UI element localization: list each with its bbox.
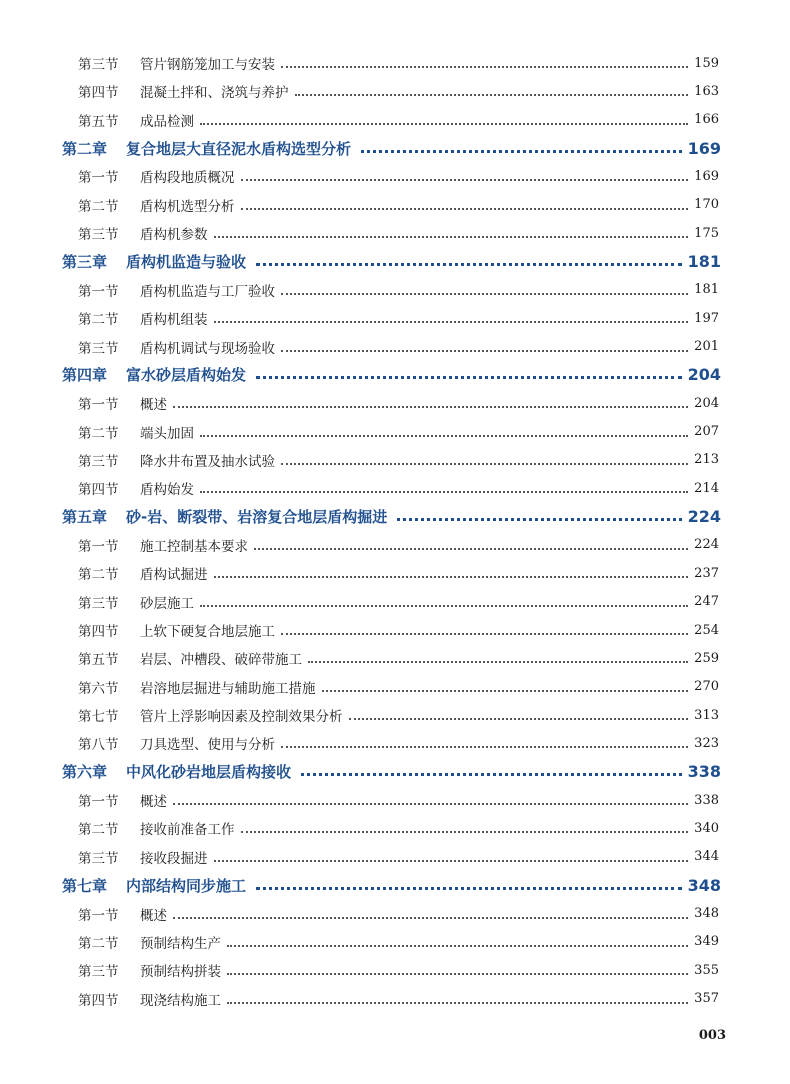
section-number: 第二节 bbox=[78, 198, 119, 215]
toc-section-row bbox=[0, 304, 790, 332]
section-number: 第一节 bbox=[78, 538, 119, 555]
toc-section-row bbox=[0, 814, 790, 842]
section-title: 岩溶地层掘进与辅助施工措施 bbox=[140, 680, 316, 697]
dot-leader bbox=[241, 831, 689, 833]
section-title: 盾构段地质概况 bbox=[140, 170, 235, 187]
toc-section-row bbox=[0, 701, 790, 729]
dot-leader bbox=[227, 973, 688, 975]
dot-leader bbox=[214, 236, 689, 238]
dot-leader bbox=[322, 690, 689, 692]
toc-chapter-row bbox=[0, 871, 790, 899]
section-number: 第四节 bbox=[78, 85, 119, 102]
section-number: 第一节 bbox=[78, 170, 119, 187]
dot-leader bbox=[256, 263, 682, 266]
chapter-title: 盾构机监造与验收 bbox=[126, 252, 247, 271]
section-title: 盾构始发 bbox=[140, 482, 194, 499]
toc-page-number: 181 bbox=[687, 251, 721, 271]
dot-leader bbox=[349, 718, 689, 720]
toc-page-number: 204 bbox=[687, 365, 721, 385]
section-title: 接收段掘进 bbox=[140, 850, 208, 867]
toc-page-number: 237 bbox=[694, 565, 719, 581]
chapter-title: 内部结构同步施工 bbox=[126, 876, 247, 895]
section-number: 第一节 bbox=[78, 907, 119, 924]
dot-leader bbox=[173, 803, 688, 805]
dot-leader bbox=[397, 518, 681, 521]
section-number: 第二节 bbox=[78, 935, 119, 952]
toc-section-row bbox=[0, 616, 790, 644]
chapter-title: 中风化砂岩地层盾构接收 bbox=[126, 763, 292, 782]
toc-page-number: 214 bbox=[694, 480, 719, 496]
section-number: 第四节 bbox=[78, 992, 119, 1009]
toc-chapter-row bbox=[0, 503, 790, 531]
section-title: 盾构机监造与工厂验收 bbox=[140, 283, 275, 300]
toc-page-number: 169 bbox=[687, 138, 721, 158]
section-number: 第三节 bbox=[78, 227, 119, 244]
chapter-title: 复合地层大直径泥水盾构选型分析 bbox=[126, 139, 352, 158]
section-number: 第三节 bbox=[78, 595, 119, 612]
section-number: 第三节 bbox=[78, 964, 119, 981]
section-title: 概述 bbox=[140, 397, 167, 414]
chapter-number: 第七章 bbox=[62, 876, 108, 895]
toc-section-row bbox=[0, 49, 790, 77]
toc-page-number: 213 bbox=[694, 452, 719, 468]
toc-page-number: 175 bbox=[694, 225, 719, 241]
toc-section-row bbox=[0, 588, 790, 616]
section-title: 盾构机调试与现场验收 bbox=[140, 340, 275, 357]
dot-leader bbox=[200, 123, 688, 125]
toc-section-row bbox=[0, 474, 790, 502]
section-title: 岩层、冲槽段、破碎带施工 bbox=[140, 652, 302, 669]
section-number: 第二节 bbox=[78, 312, 119, 329]
dot-leader bbox=[254, 548, 688, 550]
toc-section-row bbox=[0, 446, 790, 474]
toc-page-number: 166 bbox=[694, 112, 719, 128]
toc-section-row bbox=[0, 644, 790, 672]
toc-page-number: 323 bbox=[694, 735, 719, 751]
section-number: 第二节 bbox=[78, 425, 119, 442]
section-number: 第三节 bbox=[78, 340, 119, 357]
section-title: 施工控制基本要求 bbox=[140, 538, 248, 555]
section-number: 第三节 bbox=[78, 850, 119, 867]
section-title: 盾构机组装 bbox=[140, 312, 208, 329]
section-title: 上软下硬复合地层施工 bbox=[140, 624, 275, 640]
dot-leader bbox=[200, 435, 688, 437]
dot-leader bbox=[214, 321, 689, 323]
dot-leader bbox=[227, 1002, 688, 1004]
toc-page-number: 224 bbox=[687, 507, 721, 527]
toc-page-number: 224 bbox=[694, 537, 719, 553]
dot-leader bbox=[281, 746, 688, 748]
dot-leader bbox=[361, 150, 682, 153]
toc-section-row bbox=[0, 843, 790, 871]
dot-leader bbox=[173, 406, 688, 408]
section-title: 概述 bbox=[140, 794, 167, 811]
toc-chapter-row bbox=[0, 361, 790, 389]
toc-section-row bbox=[0, 673, 790, 701]
toc-page-number: 204 bbox=[694, 395, 719, 411]
toc-page-number: 159 bbox=[694, 55, 719, 71]
section-title: 盾构机选型分析 bbox=[140, 198, 235, 215]
toc-page-number: 170 bbox=[694, 197, 719, 213]
toc-section-row bbox=[0, 418, 790, 446]
section-title: 预制结构拼装 bbox=[140, 964, 221, 981]
dot-leader bbox=[214, 860, 689, 862]
toc-page-number: 163 bbox=[694, 83, 719, 99]
toc-page-number: 355 bbox=[694, 962, 719, 978]
toc-section-row bbox=[0, 531, 790, 559]
toc-page-number: 357 bbox=[694, 991, 719, 1007]
toc-section-row bbox=[0, 333, 790, 361]
dot-leader bbox=[281, 66, 688, 68]
dot-leader bbox=[281, 463, 688, 465]
section-title: 刀具选型、使用与分析 bbox=[140, 737, 275, 754]
section-number: 第五节 bbox=[78, 652, 119, 669]
dot-leader bbox=[281, 293, 688, 295]
section-number: 第四节 bbox=[78, 624, 119, 640]
section-number: 第七节 bbox=[78, 709, 119, 726]
dot-leader bbox=[281, 350, 688, 352]
section-number: 第五节 bbox=[78, 113, 119, 130]
section-number: 第二节 bbox=[78, 567, 119, 584]
section-title: 降水井布置及抽水试验 bbox=[140, 453, 275, 470]
toc-page-number: 169 bbox=[694, 168, 719, 184]
toc-chapter-row bbox=[0, 247, 790, 275]
section-title: 管片钢筋笼加工与安装 bbox=[140, 57, 275, 73]
toc-page-number: 340 bbox=[694, 820, 719, 836]
toc-page-number: 344 bbox=[694, 849, 719, 865]
section-number: 第三节 bbox=[78, 57, 119, 73]
toc-page-number: 313 bbox=[694, 707, 719, 723]
section-title: 砂层施工 bbox=[140, 595, 194, 612]
dot-leader bbox=[295, 94, 689, 96]
section-title: 现浇结构施工 bbox=[140, 992, 221, 1009]
toc-chapter-row bbox=[0, 134, 790, 162]
section-number: 第六节 bbox=[78, 680, 119, 697]
dot-leader bbox=[256, 887, 682, 890]
section-title: 概述 bbox=[140, 907, 167, 924]
toc-section-row bbox=[0, 786, 790, 814]
dot-leader bbox=[241, 208, 689, 210]
section-title: 接收前准备工作 bbox=[140, 822, 235, 839]
toc-section-row bbox=[0, 276, 790, 304]
toc-page-number: 348 bbox=[687, 875, 721, 895]
section-title: 管片上浮影响因素及控制效果分析 bbox=[140, 709, 343, 726]
section-number: 第一节 bbox=[78, 283, 119, 300]
section-number: 第三节 bbox=[78, 453, 119, 470]
section-number: 第一节 bbox=[78, 397, 119, 414]
dot-leader bbox=[200, 605, 688, 607]
toc-page-number: 247 bbox=[694, 594, 719, 610]
section-number: 第八节 bbox=[78, 737, 119, 754]
toc-section-row bbox=[0, 162, 790, 190]
toc-page-number: 259 bbox=[694, 650, 719, 666]
dot-leader bbox=[301, 773, 682, 776]
toc-section-row bbox=[0, 106, 790, 134]
section-number: 第一节 bbox=[78, 794, 119, 811]
dot-leader bbox=[241, 179, 689, 181]
chapter-number: 第五章 bbox=[62, 508, 108, 527]
dot-leader bbox=[281, 633, 688, 635]
toc-page-number: 207 bbox=[694, 424, 719, 440]
chapter-number: 第三章 bbox=[62, 252, 108, 271]
toc-page-number: 338 bbox=[687, 762, 721, 782]
toc-section-row bbox=[0, 985, 790, 1013]
section-title: 盾构机参数 bbox=[140, 227, 208, 244]
section-number: 第二节 bbox=[78, 822, 119, 839]
toc-section-row bbox=[0, 729, 790, 757]
chapter-title: 富水砂层盾构始发 bbox=[126, 366, 247, 385]
chapter-title: 砂-岩、断裂带、岩溶复合地层盾构掘进 bbox=[126, 508, 388, 527]
toc-page-number: 338 bbox=[694, 792, 719, 808]
toc-page-number: 349 bbox=[694, 934, 719, 950]
toc-section-row bbox=[0, 191, 790, 219]
chapter-number: 第二章 bbox=[62, 139, 108, 158]
chapter-number: 第四章 bbox=[62, 366, 108, 385]
toc-section-row bbox=[0, 77, 790, 105]
page-number: 003 bbox=[698, 1028, 726, 1043]
section-title: 预制结构生产 bbox=[140, 935, 221, 952]
section-title: 端头加固 bbox=[140, 425, 194, 442]
toc-page-number: 254 bbox=[694, 622, 719, 638]
dot-leader bbox=[214, 576, 689, 578]
section-title: 混凝土拌和、浇筑与养护 bbox=[140, 85, 289, 102]
section-title: 盾构试掘进 bbox=[140, 567, 208, 584]
dot-leader bbox=[173, 917, 688, 919]
toc-page-number: 348 bbox=[694, 906, 719, 921]
toc-chapter-row bbox=[0, 758, 790, 786]
section-number: 第四节 bbox=[78, 482, 119, 499]
dot-leader bbox=[256, 376, 682, 379]
toc-page-number: 270 bbox=[694, 679, 719, 695]
toc-page-number: 181 bbox=[694, 282, 719, 298]
toc-section-row bbox=[0, 956, 790, 984]
dot-leader bbox=[200, 491, 688, 493]
toc-page-number: 197 bbox=[694, 310, 719, 326]
toc-page-number: 201 bbox=[694, 339, 719, 354]
chapter-number: 第六章 bbox=[62, 763, 108, 782]
section-title: 成品检测 bbox=[140, 113, 194, 130]
toc-section-row bbox=[0, 900, 790, 928]
dot-leader bbox=[227, 945, 688, 947]
toc-section-row bbox=[0, 389, 790, 417]
dot-leader bbox=[308, 661, 688, 663]
toc-section-row bbox=[0, 928, 790, 956]
toc-section-row bbox=[0, 559, 790, 587]
toc-section-row bbox=[0, 219, 790, 247]
